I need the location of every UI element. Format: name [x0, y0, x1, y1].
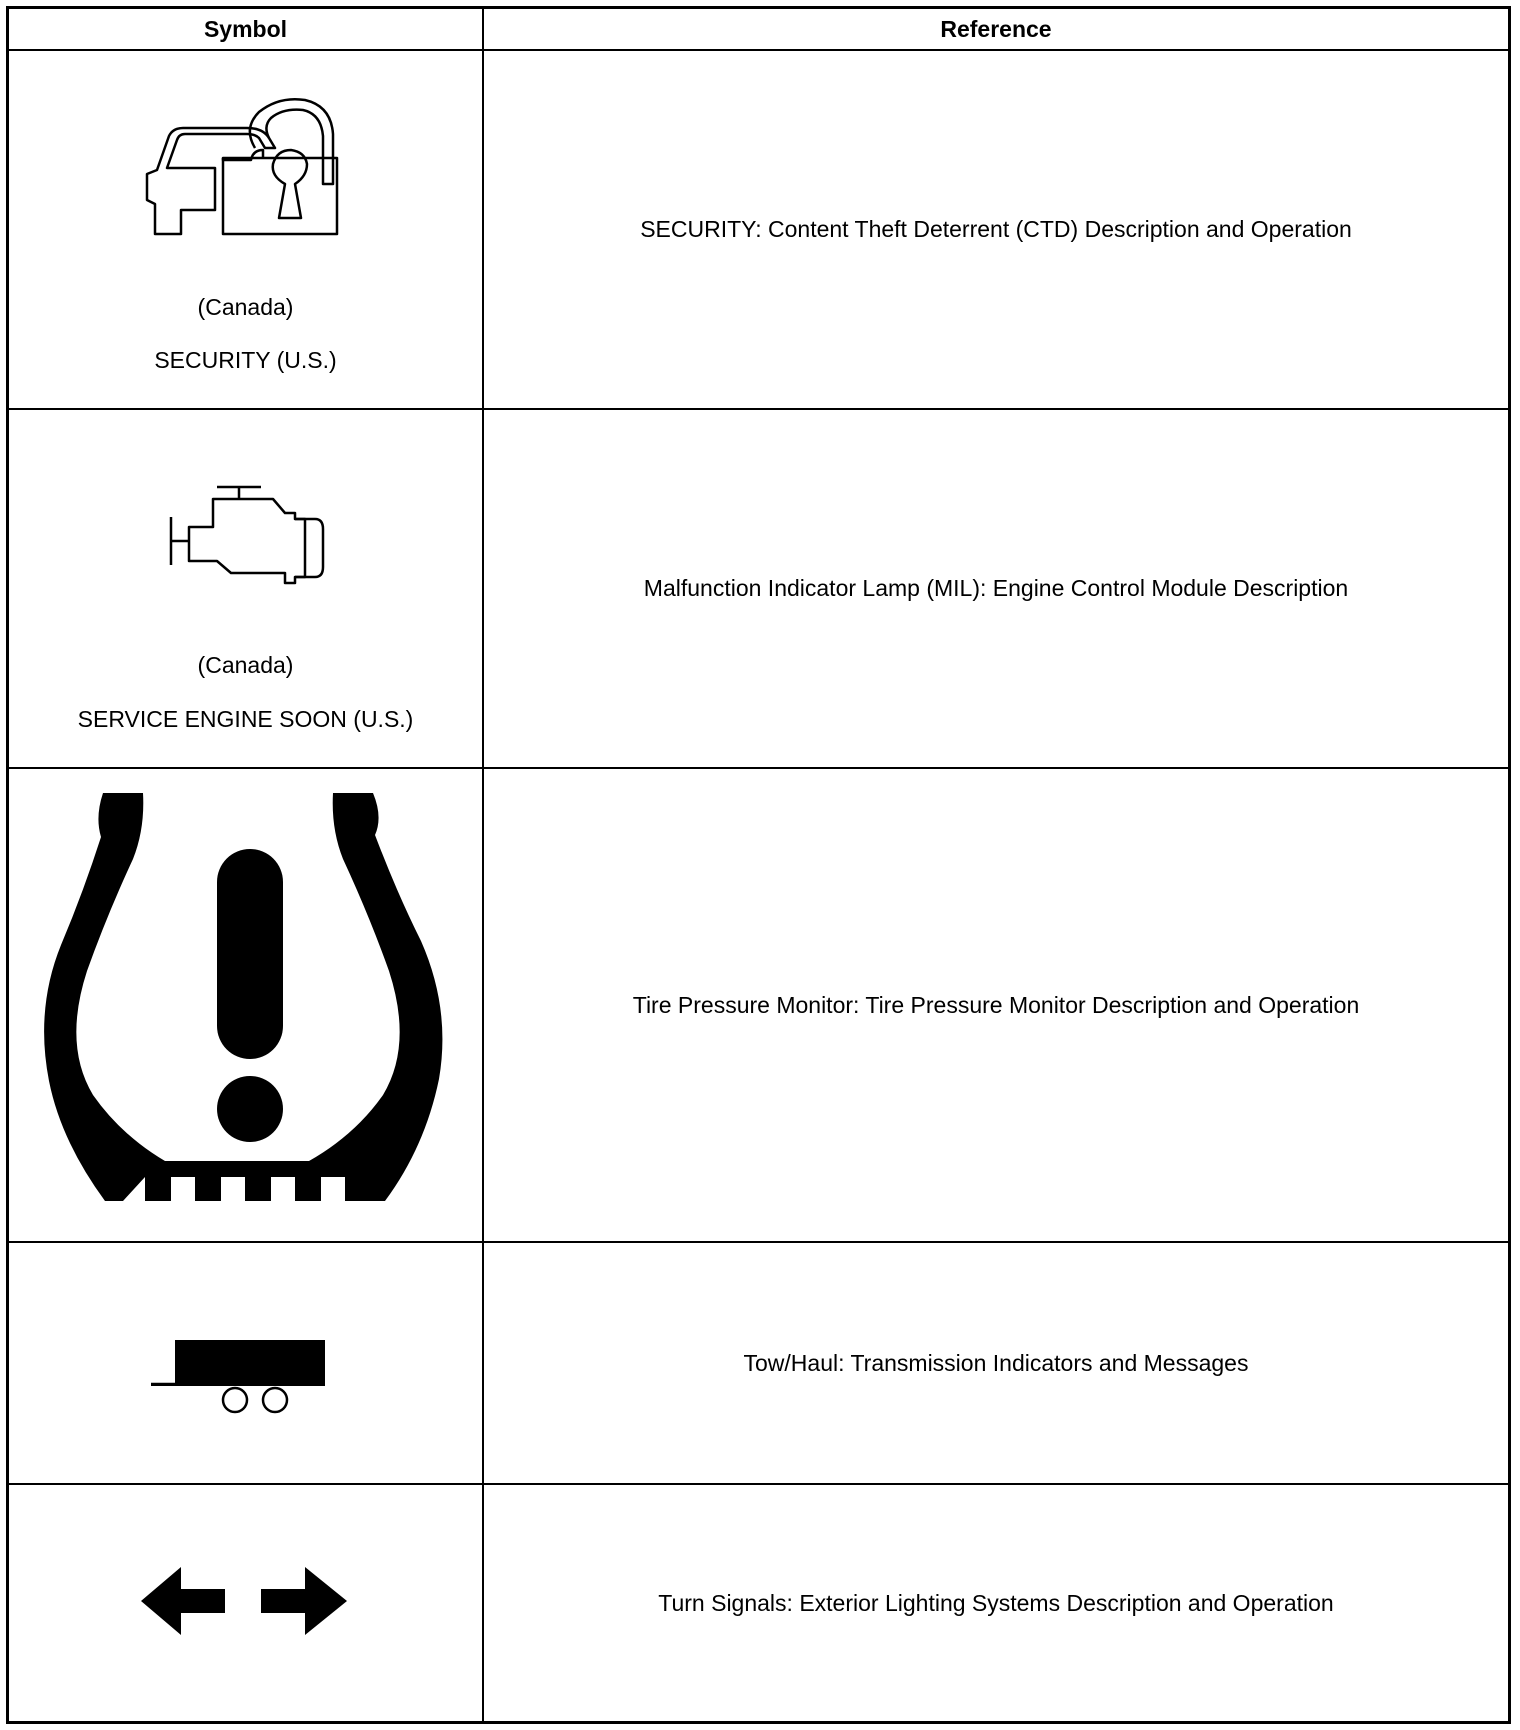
table-row-tow-symbol — [9, 1243, 482, 1483]
header-symbol: Symbol — [203, 15, 288, 42]
header-reference: Reference — [940, 15, 1052, 42]
table-row-turn-symbol — [9, 1485, 482, 1721]
turn-signal-arrows-icon — [139, 1565, 349, 1637]
table-row-security-symbol — [9, 51, 482, 408]
symbol-caption: SERVICE ENGINE SOON (U.S.) — [77, 706, 414, 732]
symbol-caption: (Canada) — [197, 652, 294, 678]
symbol-reference-table — [6, 6, 1511, 1724]
tire-pressure-warning-icon — [39, 789, 449, 1209]
symbol-caption: (Canada) — [197, 294, 294, 320]
table-row-tire-reference: Tire Pressure Monitor: Tire Pressure Monitor Description and Operation — [632, 991, 1360, 1018]
table-row-engine-symbol — [9, 410, 482, 767]
symbol-caption: SECURITY (U.S.) — [154, 347, 337, 373]
table-row-tire-symbol — [9, 769, 482, 1241]
security-lock-car-icon — [139, 76, 349, 236]
table-row-engine-reference: Malfunction Indicator Lamp (MIL): Engine Control Module Description — [643, 575, 1349, 601]
engine-icon — [169, 485, 329, 585]
trailer-tow-haul-icon — [139, 1338, 339, 1428]
table-row-security-reference: SECURITY: Content Theft Deterrent (CTD) Description and Operation — [640, 216, 1352, 242]
table-row-turn-reference: Turn Signals: Exterior Lighting Systems Description and Operation — [658, 1589, 1334, 1616]
table-row-tow-reference: Tow/Haul: Transmission Indicators and Messages — [743, 1349, 1249, 1376]
